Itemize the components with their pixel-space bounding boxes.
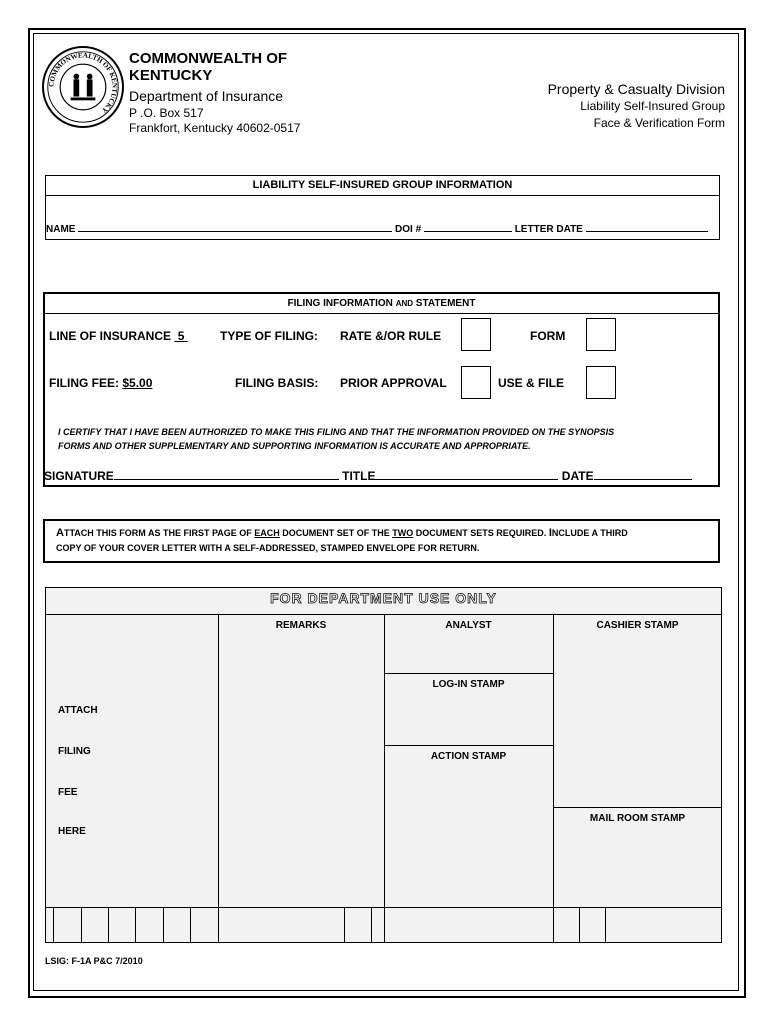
city-state-zip: Frankfort, Kentucky 40602-0517 [129,121,301,135]
strip-cell-divider [344,907,345,943]
division-name: Property & Casualty Division [547,81,725,97]
cashier-divider [553,807,722,808]
letter-date-label: LETTER DATE [514,224,583,235]
remarks-header: REMARKS [275,620,327,631]
date-label: DATE [561,469,594,483]
certify-line1: I CERTIFY THAT I HAVE BEEN AUTHORIZED TO MAKE THIS FILING AND THAT THE INFORMATION PROVIDED ON THE SYNOPSIS [58,427,615,437]
strip-cell-divider [605,907,606,943]
prior-approval-checkbox[interactable] [461,366,491,399]
here-label: HERE [58,826,86,837]
col-divider-2 [384,614,385,943]
type-of-filing-label: TYPE OF FILING: [220,329,318,343]
title-field[interactable] [375,468,558,480]
line-of-insurance-value: 5 [177,329,185,343]
agency-title [129,50,287,84]
rate-rule-checkbox[interactable] [461,318,491,351]
agency-title-line2: KENTUCKY [129,67,213,84]
filing-fee [49,376,152,390]
svg-text:COMMONWEALTH OF KENTUCKY [47,51,118,114]
agency-address [129,106,300,136]
rate-rule-label: RATE &/OR RULE [340,329,442,343]
bottom-strip-divider [45,907,722,908]
filing-label: FILING [58,746,91,757]
info-section-title: LIABILITY SELF-INSURED GROUP INFORMATION [46,176,719,196]
date-field[interactable] [594,468,692,480]
strip-cell-divider [108,907,109,943]
department-name: Department of Insurance [129,88,284,104]
prior-approval-label: PRIOR APPROVAL [340,376,447,390]
line-of-insurance [49,329,188,343]
form-identity [548,80,725,132]
name-label: NAME [46,224,76,235]
certification-statement [58,425,718,453]
form-name: Face & Verification Form [593,116,725,130]
letter-date-field[interactable] [586,222,708,232]
name-field[interactable] [78,222,392,232]
attach-notice-text [56,526,716,556]
doi-label: DOI # [395,224,422,235]
analyst-header: ANALYST [445,620,492,631]
info-fields-row [46,222,721,235]
certify-line2: FORMS AND OTHER SUPPLEMENTARY AND SUPPORTING INFORMATION IS ACCURATE AND APPROPRIATE. [58,441,531,451]
mail-room-stamp-header: MAIL ROOM STAMP [589,813,686,824]
filing-fee-value: $5.00 [122,376,153,390]
strip-cell-divider [371,907,372,943]
strip-cell-divider [135,907,136,943]
use-file-checkbox[interactable] [586,366,616,399]
doi-field[interactable] [424,222,512,232]
form-checkbox[interactable] [586,318,616,351]
title-label: TITLE [342,469,376,483]
signature-field[interactable] [114,468,339,480]
analyst-divider [384,673,553,674]
filing-section-title: FILING INFORMATION AND STATEMENT [45,294,718,314]
signature-label: SIGNATURE [44,469,114,483]
col-divider-3 [553,614,554,943]
attach-label: ATTACH [58,705,98,716]
fee-label: FEE [58,787,78,798]
login-stamp-header: LOG-IN STAMP [432,679,505,690]
attach-notice-line2: COPY OF YOUR COVER LETTER WITH A SELF-ADDRESSED, STAMPED ENVELOPE FOR RETURN. [56,543,480,553]
strip-cell-divider [81,907,82,943]
cashier-stamp-header: CASHIER STAMP [596,620,679,631]
line-of-insurance-label: LINE OF INSURANCE [49,329,172,343]
form-label: FORM [530,329,566,343]
attach-notice-line1: ATTACH THIS FORM AS THE FIRST PAGE OF EACH DOCUMENT SET OF THE TWO DOCUMENT SETS REQUIRED. INCLUDE A THIRD [56,527,628,539]
strip-cell-divider [163,907,164,943]
kentucky-seal-icon [42,46,124,128]
filing-fee-label: FILING FEE: [49,376,119,390]
seal-graphic [44,48,122,126]
signature-row [44,468,692,483]
strip-cell-divider [190,907,191,943]
login-divider [384,745,553,746]
agency-title-line1: COMMONWEALTH OF [129,50,288,67]
col-divider-1 [218,614,219,943]
action-stamp-header: ACTION STAMP [430,751,507,762]
seal-text: COMMONWEALTH OF KENTUCKY [47,51,119,115]
form-code: LSIG: F-1A P&C 7/2010 [45,956,143,966]
department-use-title: FOR DEPARTMENT USE ONLY [270,590,497,606]
strip-cell-divider [579,907,580,943]
group-name: Liability Self-Insured Group [580,99,725,113]
filing-basis-label: FILING BASIS: [235,376,319,390]
strip-cell-divider [53,907,54,943]
use-file-label: USE & FILE [498,376,565,390]
po-box: P .O. Box 517 [129,106,204,120]
